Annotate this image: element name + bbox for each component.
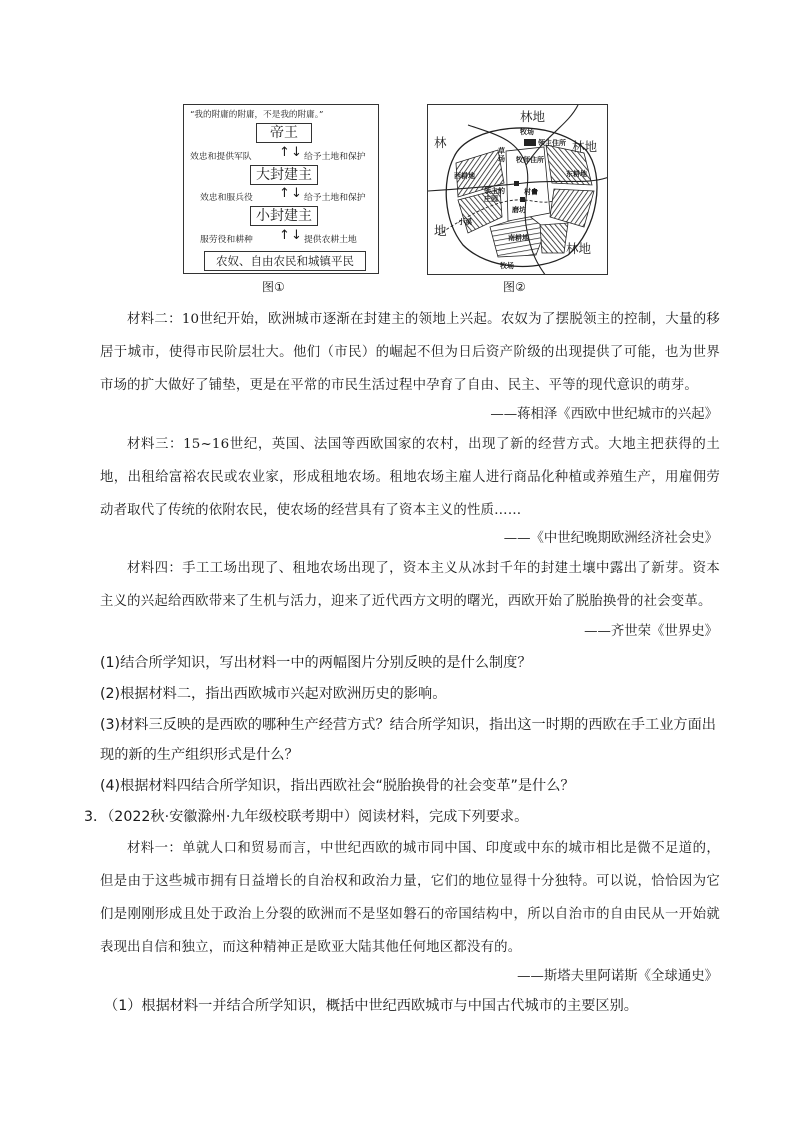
material-2-text: 材料二：10世纪开始，欧洲城市逐渐在封建主的领地上兴起。农奴为了摆脱领主的控制，大量的移居于城市，使得市民阶层壮大。他们（市民）的崛起不但为日后资产阶级的出现提供了可能，也为世界市场的扩大做好了铺垫，更是在平常的市民生活过程中孕育了自由、民主、平等的现代意识的萌芽。 <box>100 312 720 393</box>
question-4: (4)根据材料四结合所学知识，指出西欧社会“脱胎换骨的社会变革”是什么？ <box>100 778 575 794</box>
label-pasture-bottom: 牧场 <box>500 262 514 270</box>
question-2: (2)根据材料二，指出西欧城市兴起对欧洲历史的影响。 <box>100 686 447 702</box>
relation-2-up: 效忠和服兵役 <box>200 193 253 203</box>
label-east-field: 东耕地 <box>566 170 587 178</box>
question-1: (1)结合所学知识，写出材料一中的两幅图片分别反映的是什么制度？ <box>100 655 532 671</box>
problem-3-material-1: 材料一：单就人口和贸易而言，中世纪西欧的城市同中国、印度或中东的城市相比是微不足道的，但是由于这些城市拥有日益增长的自治权和政治力量，它们的地位显得十分独特。可以说，恰恰因为它们是刚刚形成且处于政治上分裂的欧洲而不是坚如磐石的帝国结构中，所以自治市的自由民从一开始就表现出自信和独立，而这种精神正是欧亚大陆其他任何地区都没有的。 <box>100 841 720 955</box>
label-forest-right: 林地 <box>572 139 598 154</box>
level-king: 帝王 <box>256 123 312 143</box>
arrow-down-icon: ↓ <box>291 186 302 201</box>
label-south-field: 南耕地 <box>508 234 529 242</box>
arrow-up-icon: ↑ <box>279 145 290 160</box>
label-west-field: 西耕地 <box>454 172 475 180</box>
material-3-source: ——《中世纪晚期欧洲经济社会史》 <box>503 531 718 546</box>
relation-3-up: 服劳役和耕种 <box>200 235 253 245</box>
label-pastor: 牧师住所 <box>516 156 544 164</box>
label-forest-top: 林地 <box>520 109 546 124</box>
label-forest-left-2: 地 <box>434 223 447 238</box>
relation-3-down: 提供农耕土地 <box>304 235 357 245</box>
level-small-lord: 小封建主 <box>250 206 318 226</box>
arrow-down-icon: ↓ <box>291 145 302 160</box>
question-3: (3)材料三反映的是西欧的哪种生产经营方式？结合所学知识，指出这一时期的西欧在手工业方面出现的新的生产组织形式是什么？ <box>100 717 716 763</box>
label-meadow: 草场 <box>498 147 505 163</box>
figure1-quote: “我的附庸的附庸，不是我的附庸。” <box>190 110 324 120</box>
figure2-caption: 图② <box>503 280 526 294</box>
problem-3-question-1: （1）根据材料一并结合所学知识，概括中世纪西欧城市与中国古代城市的主要区别。 <box>104 998 638 1014</box>
manor-map-figure <box>427 104 608 275</box>
level-commoners: 农奴、自由农民和城镇平民 <box>204 251 366 271</box>
label-forest-left-1: 林 <box>434 135 447 150</box>
problem-3-header: 3．（2022秋·安徽滁州·九年级校联考期中）阅读材料，完成下列要求。 <box>84 809 529 825</box>
figure1-caption: 图① <box>262 280 285 294</box>
arrow-down-icon: ↓ <box>291 228 302 243</box>
relation-2-down: 给予土地和保护 <box>304 193 366 203</box>
arrow-up-icon: ↑ <box>279 186 290 201</box>
arrow-up-icon: ↑ <box>279 228 290 243</box>
relation-1-down: 给予土地和保护 <box>304 152 366 162</box>
label-lord-house: 领主住所 <box>538 139 566 147</box>
label-stream: 小溪 <box>458 218 472 226</box>
label-village: 村舍 <box>524 188 538 196</box>
label-forest-bottom-right: 林地 <box>566 241 592 256</box>
relation-1-up: 效忠和提供军队 <box>190 152 252 162</box>
level-great-lord: 大封建主 <box>250 165 318 185</box>
material-4-source: ——齐世荣《世界史》 <box>584 624 718 639</box>
label-mill: 磨坊 <box>512 206 526 214</box>
feudal-hierarchy-figure <box>183 104 379 274</box>
material-2-source: ——蒋相泽《西欧中世纪城市的兴起》 <box>490 407 718 422</box>
problem-3-source: ——斯塔夫里阿诺斯《全球通史》 <box>517 969 718 984</box>
material-3-text: 材料三：15~16世纪，英国、法国等西欧国家的农村，出现了新的经营方式。大地主把获得的土地，出租给富裕农民或农业家，形成租地农场。租地农场主雇人进行商品化种植或养殖生产，用雇佣劳动者取代了传统的依附农民，使农场的经营具有了资本主义的性质…… <box>100 437 720 518</box>
material-4-text: 材料四：手工工场出现了、租地农场出现了，资本主义从冰封千年的封建土壤中露出了新芽。资本主义的兴起给西欧带来了生机与活力，迎来了近代西方文明的曙光，西欧开始了脱胎换骨的社会变革。 <box>100 561 720 609</box>
label-manor: 领主的庄园 <box>484 187 505 203</box>
label-pasture-top: 牧场 <box>520 128 534 136</box>
